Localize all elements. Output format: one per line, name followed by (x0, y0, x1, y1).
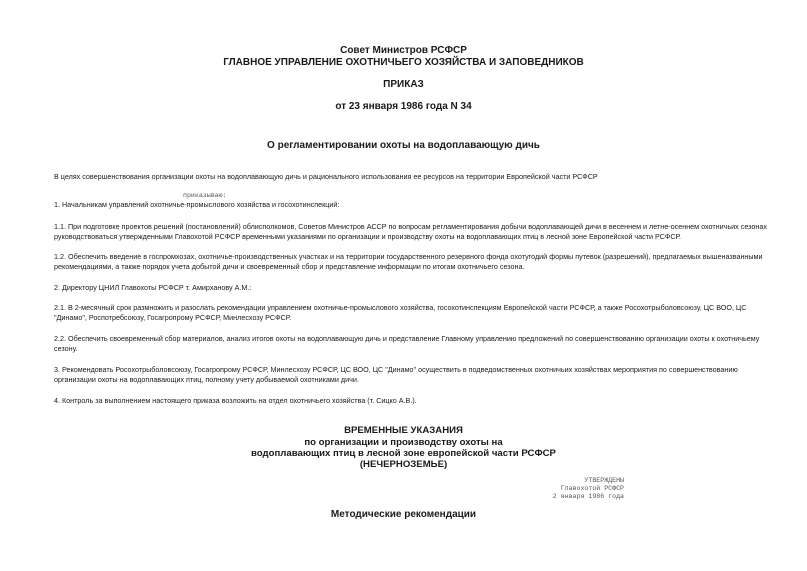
annex-title-line-4: (НЕЧЕРНОЗЕМЬЕ) (359, 459, 448, 470)
item-2-2 (54, 334, 772, 354)
approval-block (553, 477, 624, 501)
approval-line-2: Главохотой РСФСР (560, 485, 624, 492)
document-type: ПРИКАЗ (383, 79, 424, 90)
item-4 (54, 396, 772, 406)
item-1-1 (54, 222, 772, 242)
item-2-text: 2. Директору ЦНИЛ Главохоты РСФСР т. Амирханову А.М.: (54, 283, 252, 292)
item-2 (54, 283, 772, 293)
item-3-line-2: организации охоты на водоплавающих птиц, полному учету добываемой охотниками дичи. (54, 375, 359, 384)
item-1-2-line-2: рекомендациями, а также порядок учета добытой дичи и своевременный сбор и представление информации по итогам охотничьего сезона. (54, 262, 525, 271)
item-4-text: 4. Контроль за выполнением настоящего приказа возложить на отдел охотничьего хозяйства (т. Сицко А.В.). (54, 396, 417, 405)
item-2-2-line-1: 2.2. Обеспечить своевременный сбор материалов, анализ итогов охоты на водоплавающую дичь и представление Главному управлению предложений по совершенствованию организации охоты к охотничьему (54, 334, 760, 343)
annex-title-line-3: водоплавающих птиц в лесной зоне европейской части РСФСР (251, 448, 556, 459)
intro-paragraph (54, 172, 772, 182)
item-2-1-line-1: 2.1. В 2-месячный срок размножить и разослать рекомендации управлением охотничье-промыслового хозяйства, госохотинспекциям Европейской части РСФСР, а также Росохотрыболовсоюзу, ЦС ВОО, ЦС (54, 303, 747, 312)
issuer-council: Совет Министров РСФСР (340, 45, 467, 56)
annex-title-line-1: ВРЕМЕННЫЕ УКАЗАНИЯ (344, 425, 463, 436)
item-1-2 (54, 252, 772, 272)
item-1-1-line-2: руководствоваться утвержденными Главохотой РСФСР временными указаниями по организации и производству охоты на водоплавающих птиц в лесной зоне Европейской части РСФСР. (54, 232, 681, 241)
order-word: приказываю: (183, 192, 227, 199)
item-1-1-line-1: 1.1. При подготовке проектов решений (постановлений) облисполкомов, Советов Министров АССР по вопросам регламентирования добычи водоплавающей дичи в весеннем и летне-осеннем охотничьих сезонах (54, 222, 767, 231)
approval-line-1: УТВЕРЖДЕНЫ (584, 477, 624, 484)
item-2-1 (54, 303, 772, 323)
method-heading: Методические рекомендации (330, 509, 477, 520)
document-subject: О регламентировании охоты на водоплавающую дичь (267, 140, 540, 151)
item-1 (54, 200, 772, 210)
item-2-1-line-2: "Динамо", Роспотребсоюзу, Госагропрому РСФСР, Минлесхозу РСФСР. (54, 313, 292, 322)
item-2-2-line-2: сезону. (54, 344, 78, 353)
item-3-line-1: 3. Рекомендовать Росохотрыболовсоюзу, Госагропрому РСФСР, Минлесхозу РСФСР, ЦС ВОО, ЦС "Динамо" осуществить в подведомственных охотничьих хозяйствах мероприятия по совершенствованию (54, 365, 738, 374)
document-date: от 23 января 1986 года N 34 (335, 101, 472, 112)
item-3 (54, 365, 772, 385)
item-1-2-line-1: 1.2. Обеспечить введение в госпромхозах, охотничье-производственных участках и на территории государственного резервного фонда охотугодий формы путевок (разрешений), предлагаемых вышеназванными (54, 252, 763, 261)
item-1-text: 1. Начальникам управлений охотничье-промыслового хозяйства и госохотинспекций: (54, 200, 340, 209)
annex-title-line-2: по организации и производству охоты на (304, 437, 503, 448)
issuer-department: ГЛАВНОЕ УПРАВЛЕНИЕ ОХОТНИЧЬЕГО ХОЗЯЙСТВА И ЗАПОВЕДНИКОВ (223, 57, 584, 68)
approval-line-3: 2 января 1986 года (552, 493, 624, 500)
intro-text: В целях совершенствования организации охоты на водоплавающую дичь и рационального использования ее ресурсов на территории Европейской части РСФСР (54, 172, 598, 181)
